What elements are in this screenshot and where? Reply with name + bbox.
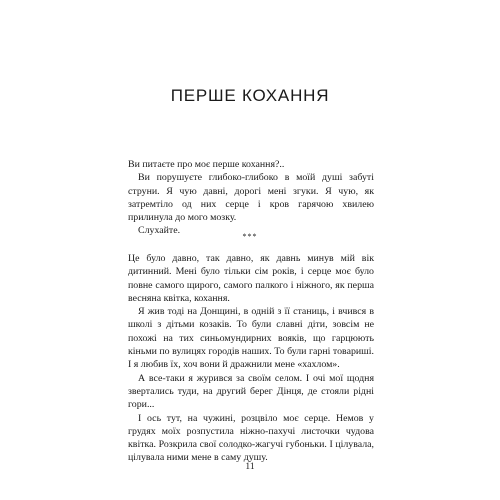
section-separator: *** — [242, 232, 258, 241]
intro-section — [128, 158, 374, 238]
page-number: 11 — [245, 462, 255, 472]
body-paragraph: Я жив тоді на Донщині, в одній з її станиць, і вчився в школі з дітьми козаків. То були славні діти, зовсім не похожі на тих синьомундирних вояків, що гарцюють кіньми по вулицях городів наших. То були гарні товариші. І я любив їх, хоч вони й дражнили мене «хахлом». — [128, 306, 374, 371]
intro-paragraph: Слухайте. — [138, 225, 181, 237]
body-paragraph: І ось тут, на чужині, розцвіло моє серце. Немов у грудях моїх розпустила ніжно-пахучі листочки чудова квітка. Розкрила свої солодко-жагучі губоньки. І цілувала, цілувала ними мене в саму душу. — [128, 412, 374, 464]
body-paragraph: Це було давно, так давно, як давнь минув мій вік дитинний. Мені було тільки сім років, і серце моє було повне самого щирого, самого палкого і ніжного, як перша весняна квітка, кохання. — [128, 253, 374, 304]
chapter-title: ПЕРШЕ КОХАННЯ — [170, 86, 330, 105]
main-section — [128, 252, 374, 465]
body-paragraph: А все-таки я журився за своїм селом. І очі мої щодня звертались туди, на другий берег Дінця, де стояли рідні гори... — [128, 372, 374, 411]
intro-paragraph: Ви порушуєте глибоко-глибоко в моїй душі забуті струни. Я чую давні, дорогі мені згуки. Я чую, як затремтіло од них серце і кров гарячою хвилею прилинула до мого мозку. — [128, 172, 374, 224]
intro-paragraph: Ви питаєте про моє перше кохання?.. — [128, 159, 285, 170]
